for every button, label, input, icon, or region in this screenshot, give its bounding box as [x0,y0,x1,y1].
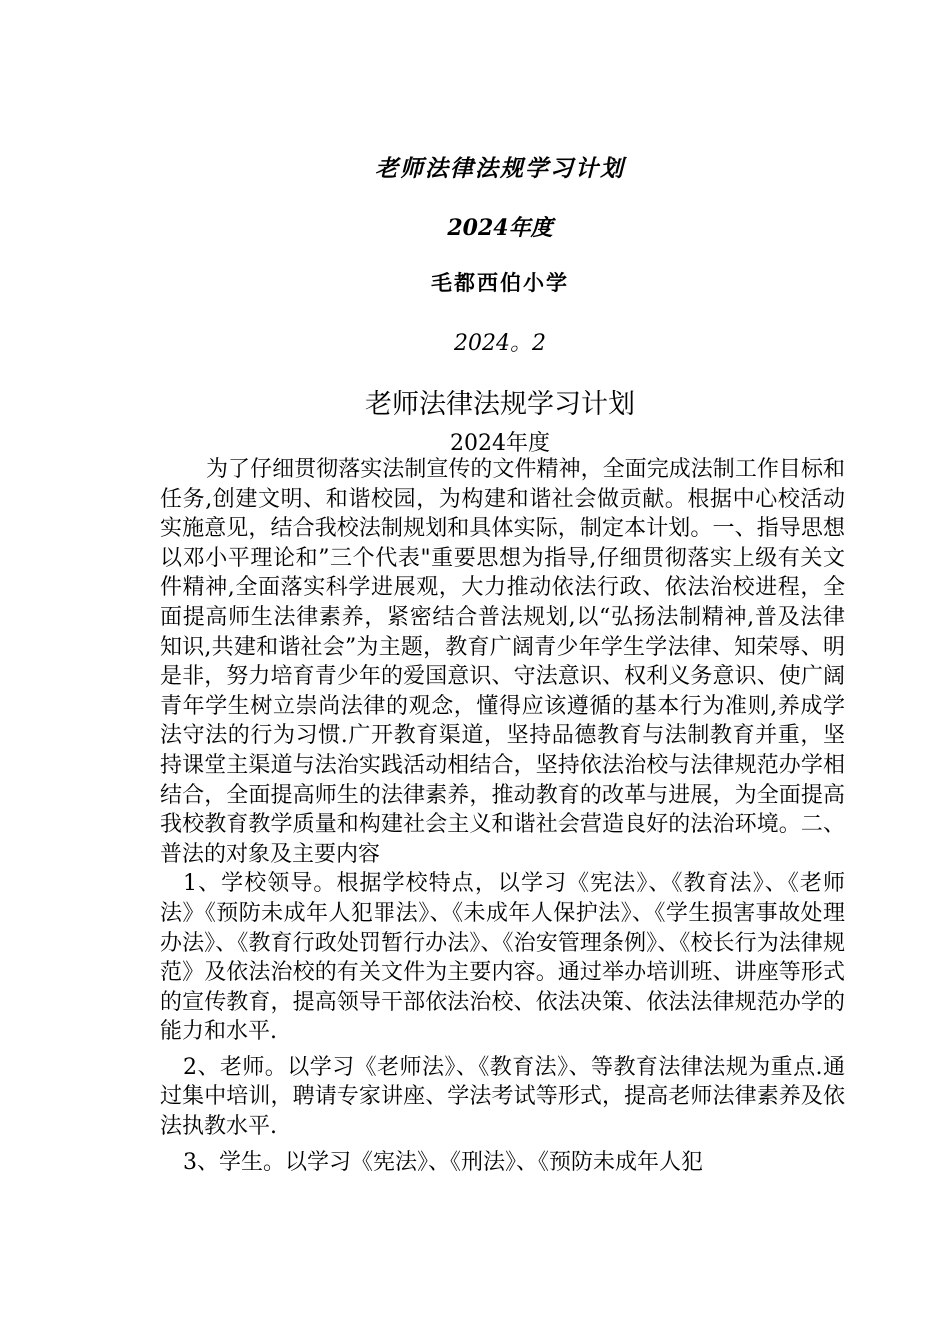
paragraph-school-leaders: 1、学校领导。根据学校特点，以学习《宪法》、《教育法》、《老师法》《预防未成年人犯罪法》、《未成年人保护法》、《学生损害事故处理办法》、《教育行政处罚暂行办法》、《治安管理条例》、《校长行为法律规范》及依法治校的有关文件为主要内容。通过举办培训班、讲座等形式的宣传教育，提高领导干部依法治校、依法决策、依法法律规范办学的能力和水平. [160,871,845,1045]
cover-year: 2024年度 [447,215,553,241]
document-year: 2024年度 [450,431,550,456]
cover-school-name: 毛都西伯小学 [431,271,569,295]
document-title: 老师法律法规学习计划 [365,389,635,420]
paragraph-intro: 为了仔细贯彻落实法制宣传的文件精神，全面完成法制工作目标和任务,创建文明、和谐校园，为构建和谐社会做贡献。根据中心校活动实施意见，结合我校法制规划和具体实际，制定本计划。一、指导思想以邓小平理论和”三个代表"重要思想为指导,仔细贯彻落实上级有关文件精神,全面落实科学进展观，大力推动依法行政、依法治校进程，全面提高师生法律素养，紧密结合普法规划,以“弘扬法制精神,普及法律知识,共建和谐社会”为主题，教育广阔青少年学生学法律、知荣辱、明是非，努力培育青少年的爱国意识、守法意识、权利义务意识、使广阔青年学生树立崇尚法律的观念，懂得应该遵循的基本行为准则,养成学法守法的行为习惯.广开教育渠道，坚持品德教育与法制教育并重，坚持课堂主渠道与法治实践活动相结合，坚持依法治校与法律规范办学相结合，全面提高师生的法律素养，推动教育的改革与进展，为全面提高我校教育教学质量和构建社会主义和谐社会营造良好的法治环境。二、普法的对象及主要内容 [160,457,845,867]
document-body [160,455,845,1177]
cover-date: 2024。2 [454,331,546,356]
paragraph-teachers: 2、老师。以学习《老师法》、《教育法》、等教育法律法规为重点.通过集中培训，聘请专家讲座、学法考试等形式，提高老师法律素养及依法执教水平. [160,1054,845,1140]
cover-title: 老师法律法规学习计划 [375,156,625,182]
paragraph-students: 3、学生。以学习《宪法》、《刑法》、《预防未成年人犯 [183,1149,703,1175]
